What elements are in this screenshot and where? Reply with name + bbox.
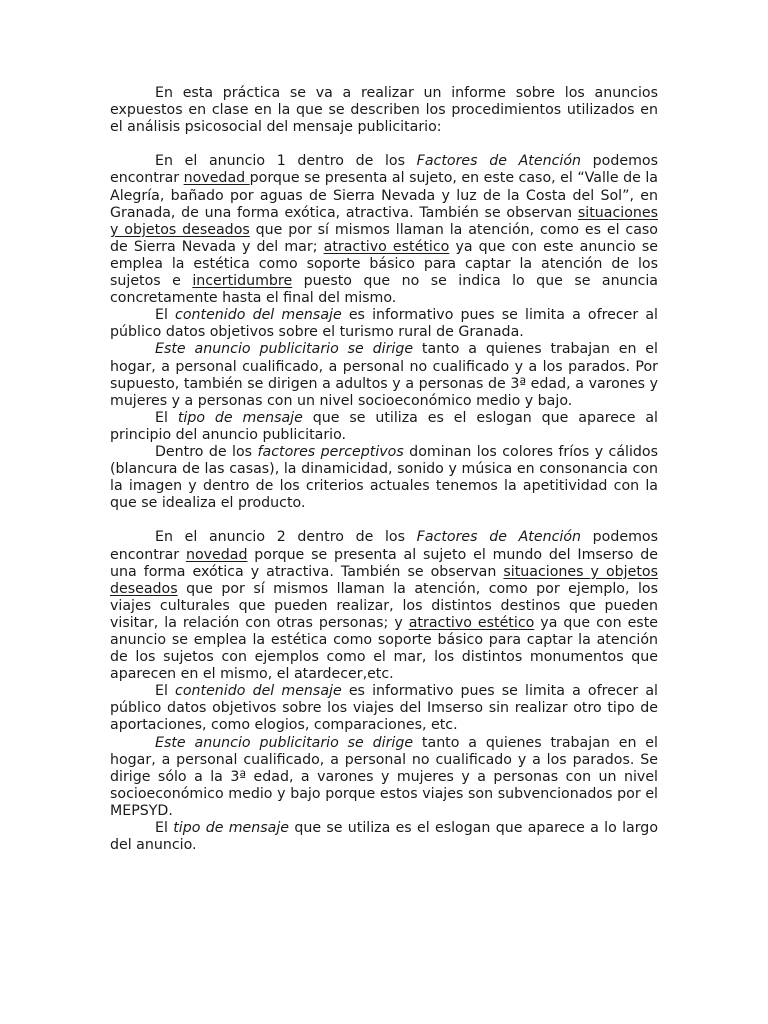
italic-term: Factores de Atención xyxy=(416,529,581,546)
ad1-perceptive-paragraph xyxy=(110,444,658,512)
ad2-message-type-paragraph xyxy=(110,820,658,854)
text-run: ya que con este anuncio se emplea la estética como soporte básico para captar la atención de los sujetos con ejemplos como el mar, los distintos monumentos que aparecen en el mismo, el atardecer,etc. xyxy=(110,614,658,683)
text-run: es informativo pues se limita a ofrecer al público datos objetivos sobre el turismo rural de Granada. xyxy=(110,307,658,341)
intro-text: En esta práctica se va a realizar un informe sobre los anuncios expuestos en clase en la que se describen los procedimientos utilizados en el análisis psicosocial del mensaje publicitario: xyxy=(110,85,658,136)
italic-term: contenido del mensaje xyxy=(175,683,342,700)
text-run: porque se presenta al sujeto, en este caso, el “Valle de la Alegría, bañado por aguas de Sierra Nevada y luz de la Costa del Sol”, en Granada, de una forma exótica, atractiva. También se observan xyxy=(110,170,658,221)
underlined-term: novedad xyxy=(183,170,250,187)
ad2-audience-paragraph xyxy=(110,735,658,820)
italic-term: tipo de mensaje xyxy=(173,820,290,837)
text-run: que se utiliza es el eslogan que aparece al principio del anuncio publicitario. xyxy=(110,409,658,443)
ad1-audience-paragraph xyxy=(110,341,658,409)
text-run: que se utiliza es el eslogan que aparece a lo largo del anuncio. xyxy=(110,820,658,854)
italic-term: Este anuncio publicitario se dirige xyxy=(155,734,414,751)
ad1-content-paragraph xyxy=(110,307,658,341)
text-run: Dentro de los xyxy=(155,443,258,460)
ad2-content-paragraph xyxy=(110,683,658,734)
underlined-term: situaciones y objetos deseados xyxy=(110,563,658,597)
ad2-attention-paragraph xyxy=(110,529,658,683)
text-run: tanto a quienes trabajan en el hogar, a personal cualificado, a personal no cualificado y a los parados. Por supuesto, también se dirigen a adultos y a personas de 3ª edad, a varones y mujeres y a personas con un nivel socioeconómico medio y bajo. xyxy=(110,341,658,409)
text-run: que por sí mismos llaman la atención, como es el caso de Sierra Nevada y del mar; xyxy=(110,221,658,255)
text-run: ya que con este anuncio se emplea la estética como soporte básico para captar la atención de los sujetos e xyxy=(110,238,658,290)
italic-term: contenido del mensaje xyxy=(175,307,342,324)
underlined-term: atractivo estético xyxy=(323,238,450,255)
text-run: es informativo pues se limita a ofrecer al público datos objetivos sobre los viajes del Imserso sin realizar otro tipo de aportaciones, como elogios, comparaciones, etc. xyxy=(110,683,658,734)
text-run: puesto que no se indica lo que se anuncia concretamente hasta el final del mismo. xyxy=(110,273,659,307)
text-run: porque se presenta al sujeto el mundo del Imserso de una forma exótica y atractiva. También se observan xyxy=(110,546,658,580)
text-run: que por sí mismos llaman la atención, como por ejemplo, los viajes culturales que pueden realizar, los distintos destinos que pueden visitar, la relación con otras personas; y xyxy=(110,580,658,631)
text-run: El xyxy=(155,307,176,324)
text-run: El xyxy=(155,820,174,837)
underlined-term: incertidumbre xyxy=(192,273,293,290)
italic-term: factores perceptivos xyxy=(257,443,404,460)
ad1-message-type-paragraph xyxy=(110,410,658,444)
intro-paragraph xyxy=(110,85,658,136)
italic-term: Factores de Atención xyxy=(416,153,581,170)
text-run: podemos encontrar xyxy=(110,529,658,563)
text-run: podemos encontrar xyxy=(110,153,658,187)
text-run: En el anuncio 1 dentro de los xyxy=(155,153,417,170)
text-run: tanto a quienes trabajan en el hogar, a personal cualificado, a personal no cualificado y a los parados. Se dirige sólo a la 3ª edad, a varones y mujeres y a personas con un nivel socioeconómico medio y bajo porque estos viajes son subvencionados por el MEPSYD. xyxy=(110,734,658,819)
text-run: dominan los colores fríos y cálidos (blancura de las casas), la dinamicidad, sonido y música en consonancia con la imagen y dentro de los criterios actuales tenemos la apetitividad con la que se idealiza el producto. xyxy=(110,443,659,512)
underlined-term: atractivo estético xyxy=(408,614,535,631)
ad1-attention-paragraph xyxy=(110,153,658,307)
text-run: En el anuncio 2 dentro de los xyxy=(155,529,417,546)
underlined-term: novedad xyxy=(185,546,248,563)
document-body xyxy=(110,85,658,854)
italic-term: tipo de mensaje xyxy=(177,409,303,426)
text-run: El xyxy=(155,409,178,426)
italic-term: Este anuncio publicitario se dirige xyxy=(155,341,414,358)
text-run: El xyxy=(155,683,176,700)
underlined-term: situaciones y objetos deseados xyxy=(110,204,658,238)
